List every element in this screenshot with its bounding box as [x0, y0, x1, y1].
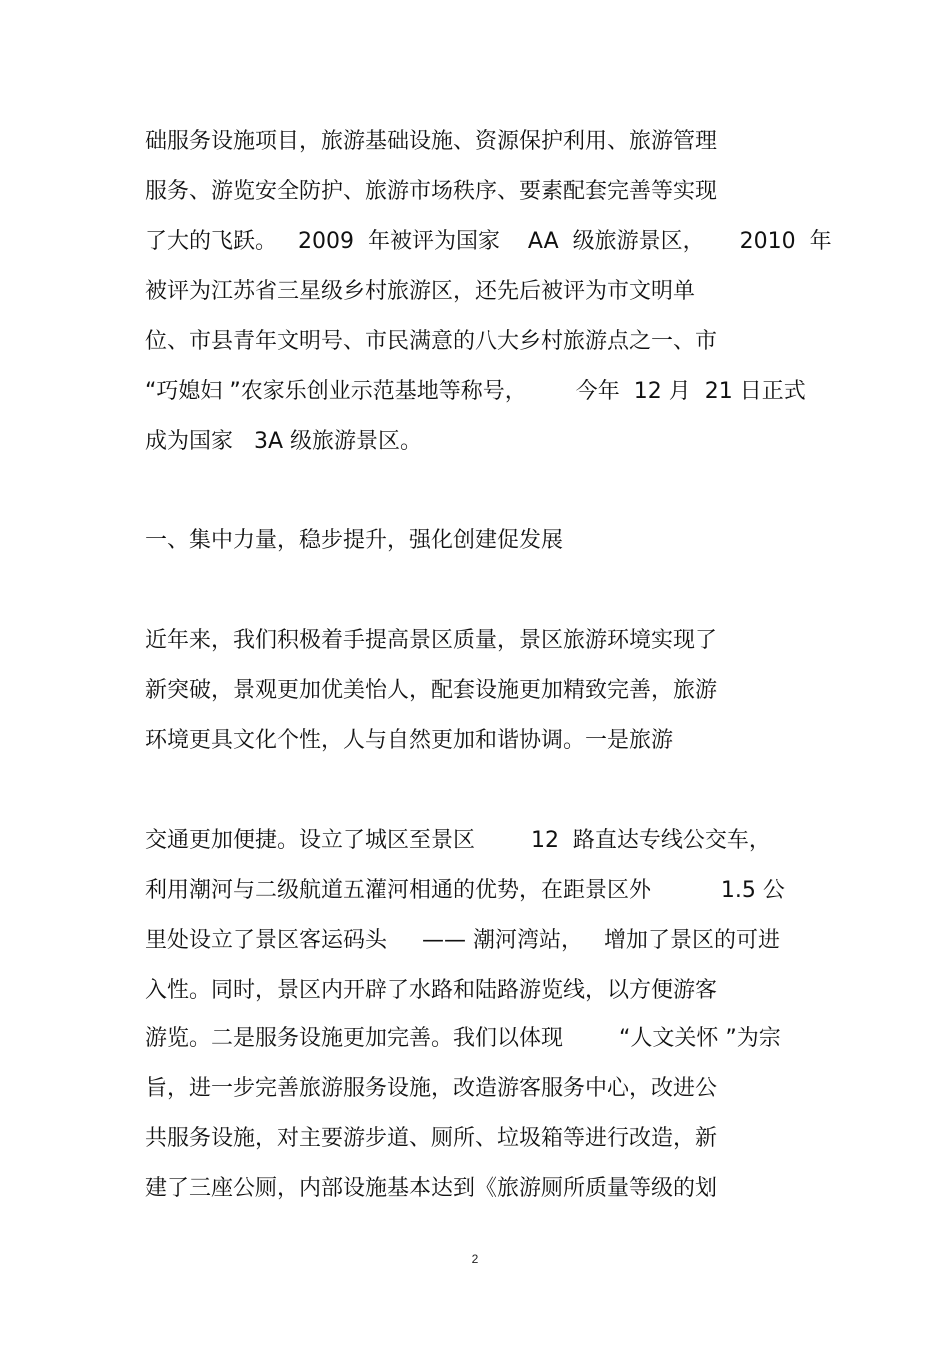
text-line: 础服务设施项目，旅游基础设施、资源保护利用、旅游管理	[145, 129, 718, 154]
text-line: 旨，进一步完善旅游服务设施，改造游客服务中心，改进公	[145, 1076, 718, 1101]
text-line: 里处设立了景区客运码头 —— 潮河湾站， 增加了景区的可进	[145, 928, 780, 953]
text-line: 利用潮河与二级航道五灌河相通的优势，在距景区外 1.5 公	[145, 878, 785, 903]
section-heading: 一、集中力量，稳步提升，强化创建促发展	[145, 528, 564, 553]
text-line: 环境更具文化个性，人与自然更加和谐协调。一是旅游	[145, 728, 674, 753]
text-line: 近年来，我们积极着手提高景区质量，景区旅游环境实现了	[145, 628, 718, 653]
text-line: 位、市县青年文明号、市民满意的八大乡村旅游点之一、市	[145, 329, 718, 354]
text-line: 游览。二是服务设施更加完善。我们以体现 “人文关怀 ”为宗	[145, 1026, 781, 1051]
text-line: 入性。同时，景区内开辟了水路和陆路游览线，以方便游客	[145, 978, 718, 1003]
text-line: 了大的飞跃。 2009 年被评为国家 AA 级旅游景区， 2010 年	[145, 229, 832, 254]
text-line: 共服务设施，对主要游步道、厕所、垃圾箱等进行改造，新	[145, 1126, 718, 1151]
text-line: 交通更加便捷。设立了城区至景区 12 路直达专线公交车，	[145, 828, 771, 853]
text-line: “巧媳妇 ”农家乐创业示范基地等称号， 今年 12 月 21 日正式	[145, 379, 806, 404]
text-line: 服务、游览安全防护、旅游市场秩序、要素配套完善等实现	[145, 179, 718, 204]
text-line: 建了三座公厕，内部设施基本达到《旅游厕所质量等级的划	[145, 1176, 718, 1201]
text-line: 成为国家 3A 级旅游景区。	[145, 429, 423, 454]
text-line: 被评为江苏省三星级乡村旅游区，还先后被评为市文明单	[145, 279, 696, 304]
text-line: 新突破，景观更加优美怡人，配套设施更加精致完善，旅游	[145, 678, 718, 703]
page-number: 2	[471, 1252, 479, 1266]
